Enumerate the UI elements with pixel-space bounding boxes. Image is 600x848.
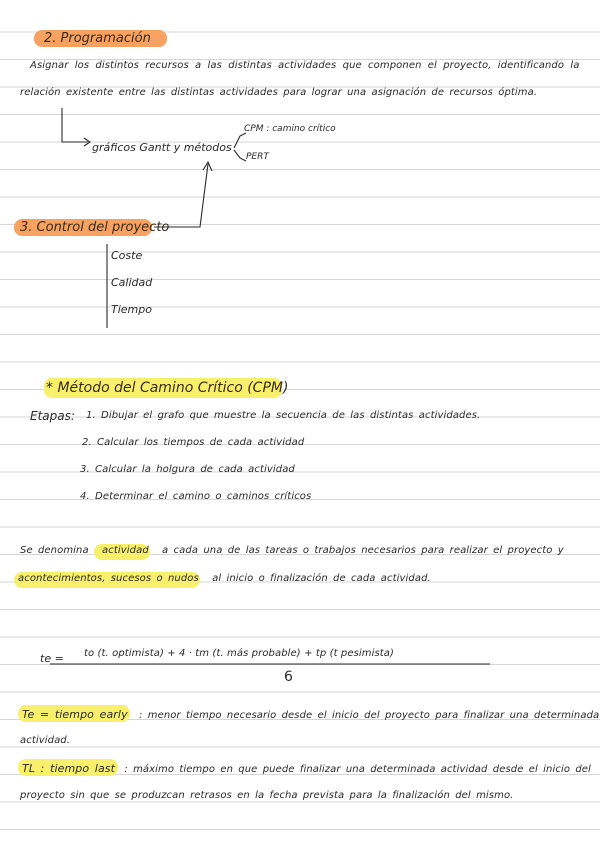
programacion-line-1: Asignar los distintos recursos a las distintas actividades que componen el proyecto, identificando la — [30, 60, 580, 71]
formula-lhs: te = — [40, 652, 64, 665]
actividad-term: actividad — [102, 545, 149, 556]
programacion-line-2: relación existente entre las distintas actividades para lograr una asignación de recursos óptima. — [20, 87, 538, 98]
cpm-step-4: 4. Determinar el camino o caminos críticos — [80, 491, 312, 502]
te-term: Te = tiempo early — [22, 708, 128, 721]
programacion-heading: 2. Programación — [44, 31, 151, 46]
cpm-camino-critico-label: CPM : camino crítico — [244, 124, 336, 134]
control-item-tiempo: Tiempo — [111, 303, 152, 316]
tl-line-2: proyecto sin que se produzcan retrasos en la fecha prevista para la finalización del mismo. — [20, 790, 514, 801]
control-item-calidad: Calidad — [111, 276, 153, 289]
se-denomina: Se denomina — [20, 545, 89, 556]
tl-line-1 — [22, 763, 591, 775]
te-line-2: actividad. — [20, 735, 71, 746]
definicion-line-1 — [20, 546, 564, 556]
pert-label: PERT — [246, 152, 269, 162]
cpm-step-3: 3. Calcular la holgura de cada actividad — [80, 464, 295, 475]
te-definition: : menor tiempo necesario desde el inicio del proyecto para finalizar una determinada — [138, 710, 600, 721]
definicion-line-1-rest: a cada una de las tareas o trabajos necesarios para realizar el proyecto y — [162, 545, 564, 556]
control-heading: 3. Control del proyecto — [20, 220, 170, 235]
definicion-line-2 — [18, 574, 431, 584]
tl-definition: : máximo tiempo en que puede finalizar una determinada actividad desde el inicio del — [124, 764, 591, 775]
formula-denominator: 6 — [284, 669, 293, 685]
tl-term: TL : tiempo last — [22, 762, 116, 775]
cpm-step-1: 1. Dibujar el grafo que muestre la secuencia de las distintas actividades. — [86, 410, 481, 421]
te-line-1 — [22, 709, 599, 721]
acontecimientos-term: acontecimientos, sucesos o nudos — [18, 573, 199, 584]
formula-numerator: to (t. optimista) + 4 · tm (t. más probable) + tp (t pesimista) — [84, 648, 395, 659]
etapas-label: Etapas: — [30, 409, 75, 423]
definicion-line-2-rest: al inicio o finalización de cada actividad. — [212, 573, 431, 584]
graficos-text: gráficos Gantt y métodos — [92, 141, 232, 154]
cpm-step-2: 2. Calcular los tiempos de cada actividad — [82, 437, 305, 448]
control-item-coste: Coste — [111, 249, 143, 262]
cpm-heading: * Método del Camino Crítico (CPM) — [46, 380, 289, 396]
